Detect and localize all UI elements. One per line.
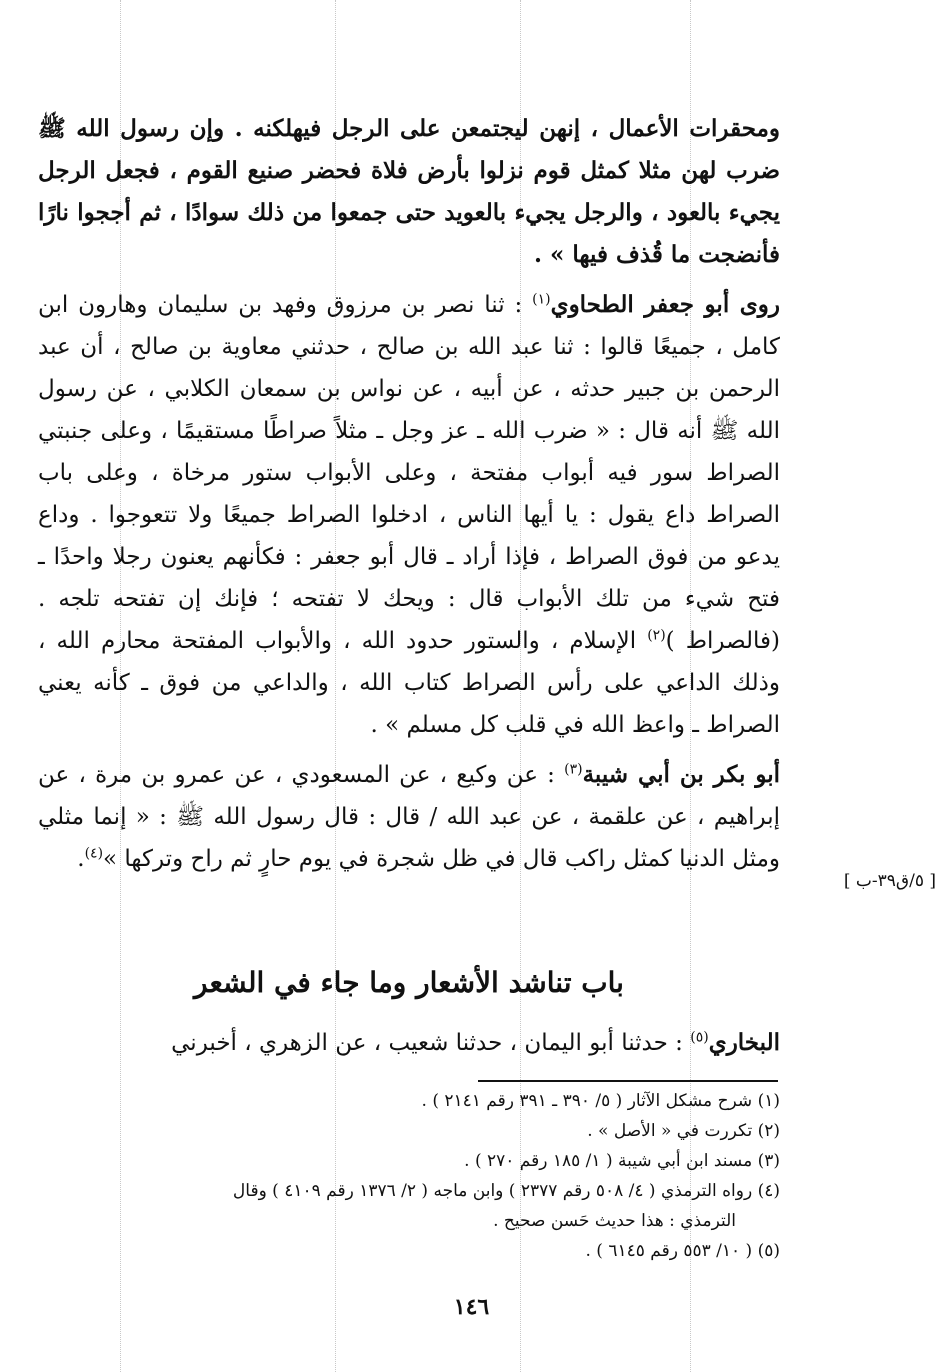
footnote-separator (478, 1080, 778, 1082)
manuscript-folio-reference: [ ٥/ق٣٩-ب ] (843, 871, 936, 891)
paragraph-3-lead: أبو بكر بن أبي شيبة (582, 761, 780, 788)
footnote-marker-1: (١) (532, 291, 551, 308)
paragraph-4-lead: البخاري (708, 1029, 780, 1056)
paragraph-4 (38, 1022, 780, 1064)
footnote-3: (٣) مسند ابن أبي شيبة ( ١/ ١٨٥ رقم ٢٧٠ ) . (464, 1151, 780, 1171)
footnotes (38, 1086, 780, 1266)
footnote-marker-4: (٤) (84, 845, 104, 862)
paragraph-2-body: : ثنا نصر بن مرزوق وفهد بن سليمان وهارون ابن كامل ، جميعًا قالوا : ثنا عبد الله بن صالح ، حدثني معاوية بن صالح ، أن عبد الرحمن بن جبير حدثه ، عن أبيه ، عن نواس بن سمعان الكلابي ، عن رسول الله ﷺ أنه قال : « ضرب الله ـ عز وجل ـ مثلاً صراطًا مستقيمًا ، وعلى جنبتي الصراط سور فيه أبواب مفتحة ، وعلى الأبواب ستور مرخاة ، وعلى باب الصراط داع يقول : يا أيها الناس ، ادخلوا الصراط جميعًا ولا تتعوجوا . وداع يدعو من فوق الصراط ، فإذا أراد ـ قال أبو جعفر : فكأنهم يعنون رجلا واحدًا ـ فتح شيء من تلك الأبواب قال : ويحك لا تفتحه ؛ فإنك إن تفتحه تلجه . (فالصراط ) (38, 292, 780, 654)
footnote-4: (٤) رواه الترمذي ( ٤/ ٥٠٨ رقم ٢٣٧٧ ) وابن ماجه ( ٢/ ١٣٧٦ رقم ٤١٠٩ ) وقال (232, 1181, 780, 1201)
paragraph-1: ومحقرات الأعمال ، إنهن ليجتمعن على الرجل فيهلكنه . وإن رسول الله ﷺ ضرب لهن مثلا كمثل قوم نزلوا بأرض فلاة فحضر صنيع القوم ، فجعل الرجل يجيء بالعود ، والرجل يجيء بالعويد حتى جمعوا من ذلك سوادًا ، ثم أججوا نارًا فأنضجت ما قُذف فيها » . (38, 115, 780, 268)
page-number: ١٤٦ (453, 1294, 490, 1320)
footnote-1: (١) شرح مشكل الآثار ( ٥/ ٣٩٠ ـ ٣٩١ رقم ٢١٤١ ) . (421, 1091, 780, 1111)
footnote-marker-3: (٣) (564, 761, 583, 778)
footnote-marker-2: (٢) (647, 627, 666, 644)
paragraph-3 (38, 754, 780, 880)
footnote-5: (٥) ( ١٠/ ٥٥٣ رقم ٦١٤٥ ) . (585, 1241, 780, 1261)
paragraph-3-body: : عن وكيع ، عن المسعودي ، عن عمرو بن مرة ، عن إبراهيم ، عن علقمة ، عن عبد الله / قال : قال رسول الله ﷺ : « إنما مثلي ومثل الدنيا كمثل راكب قال في ظل شجرة في يوم حارٍ ثم راح وتركها » (38, 762, 780, 872)
main-text (38, 108, 780, 888)
footnote-2: (٢) تكررت في « الأصل » . (587, 1121, 780, 1141)
paragraph-2 (38, 284, 780, 746)
footnote-4-continuation: الترمذي : هذا حديث حَسن صحيح . (493, 1211, 736, 1231)
paragraph-4-body: : حدثنا أبو اليمان ، حدثنا شعيب ، عن الزهري ، أخبرني (171, 1030, 691, 1056)
paragraph-2-lead: روى أبو جعفر الطحاوي (550, 291, 780, 318)
footnote-marker-5: (٥) (690, 1029, 709, 1046)
paragraph-2-body-cont: الإسلام ، والستور حدود الله ، والأبواب المفتحة محارم الله ، وذلك الداعي على رأس الصراط كتاب الله ، والداعي من فوق ـ كأنه يعني الصراط ـ واعظ الله في قلب كل مسلم » . (38, 628, 780, 738)
paragraph-3-end: . (77, 846, 85, 872)
chapter-title: باب تناشد الأشعار وما جاء في الشعر (194, 966, 624, 999)
